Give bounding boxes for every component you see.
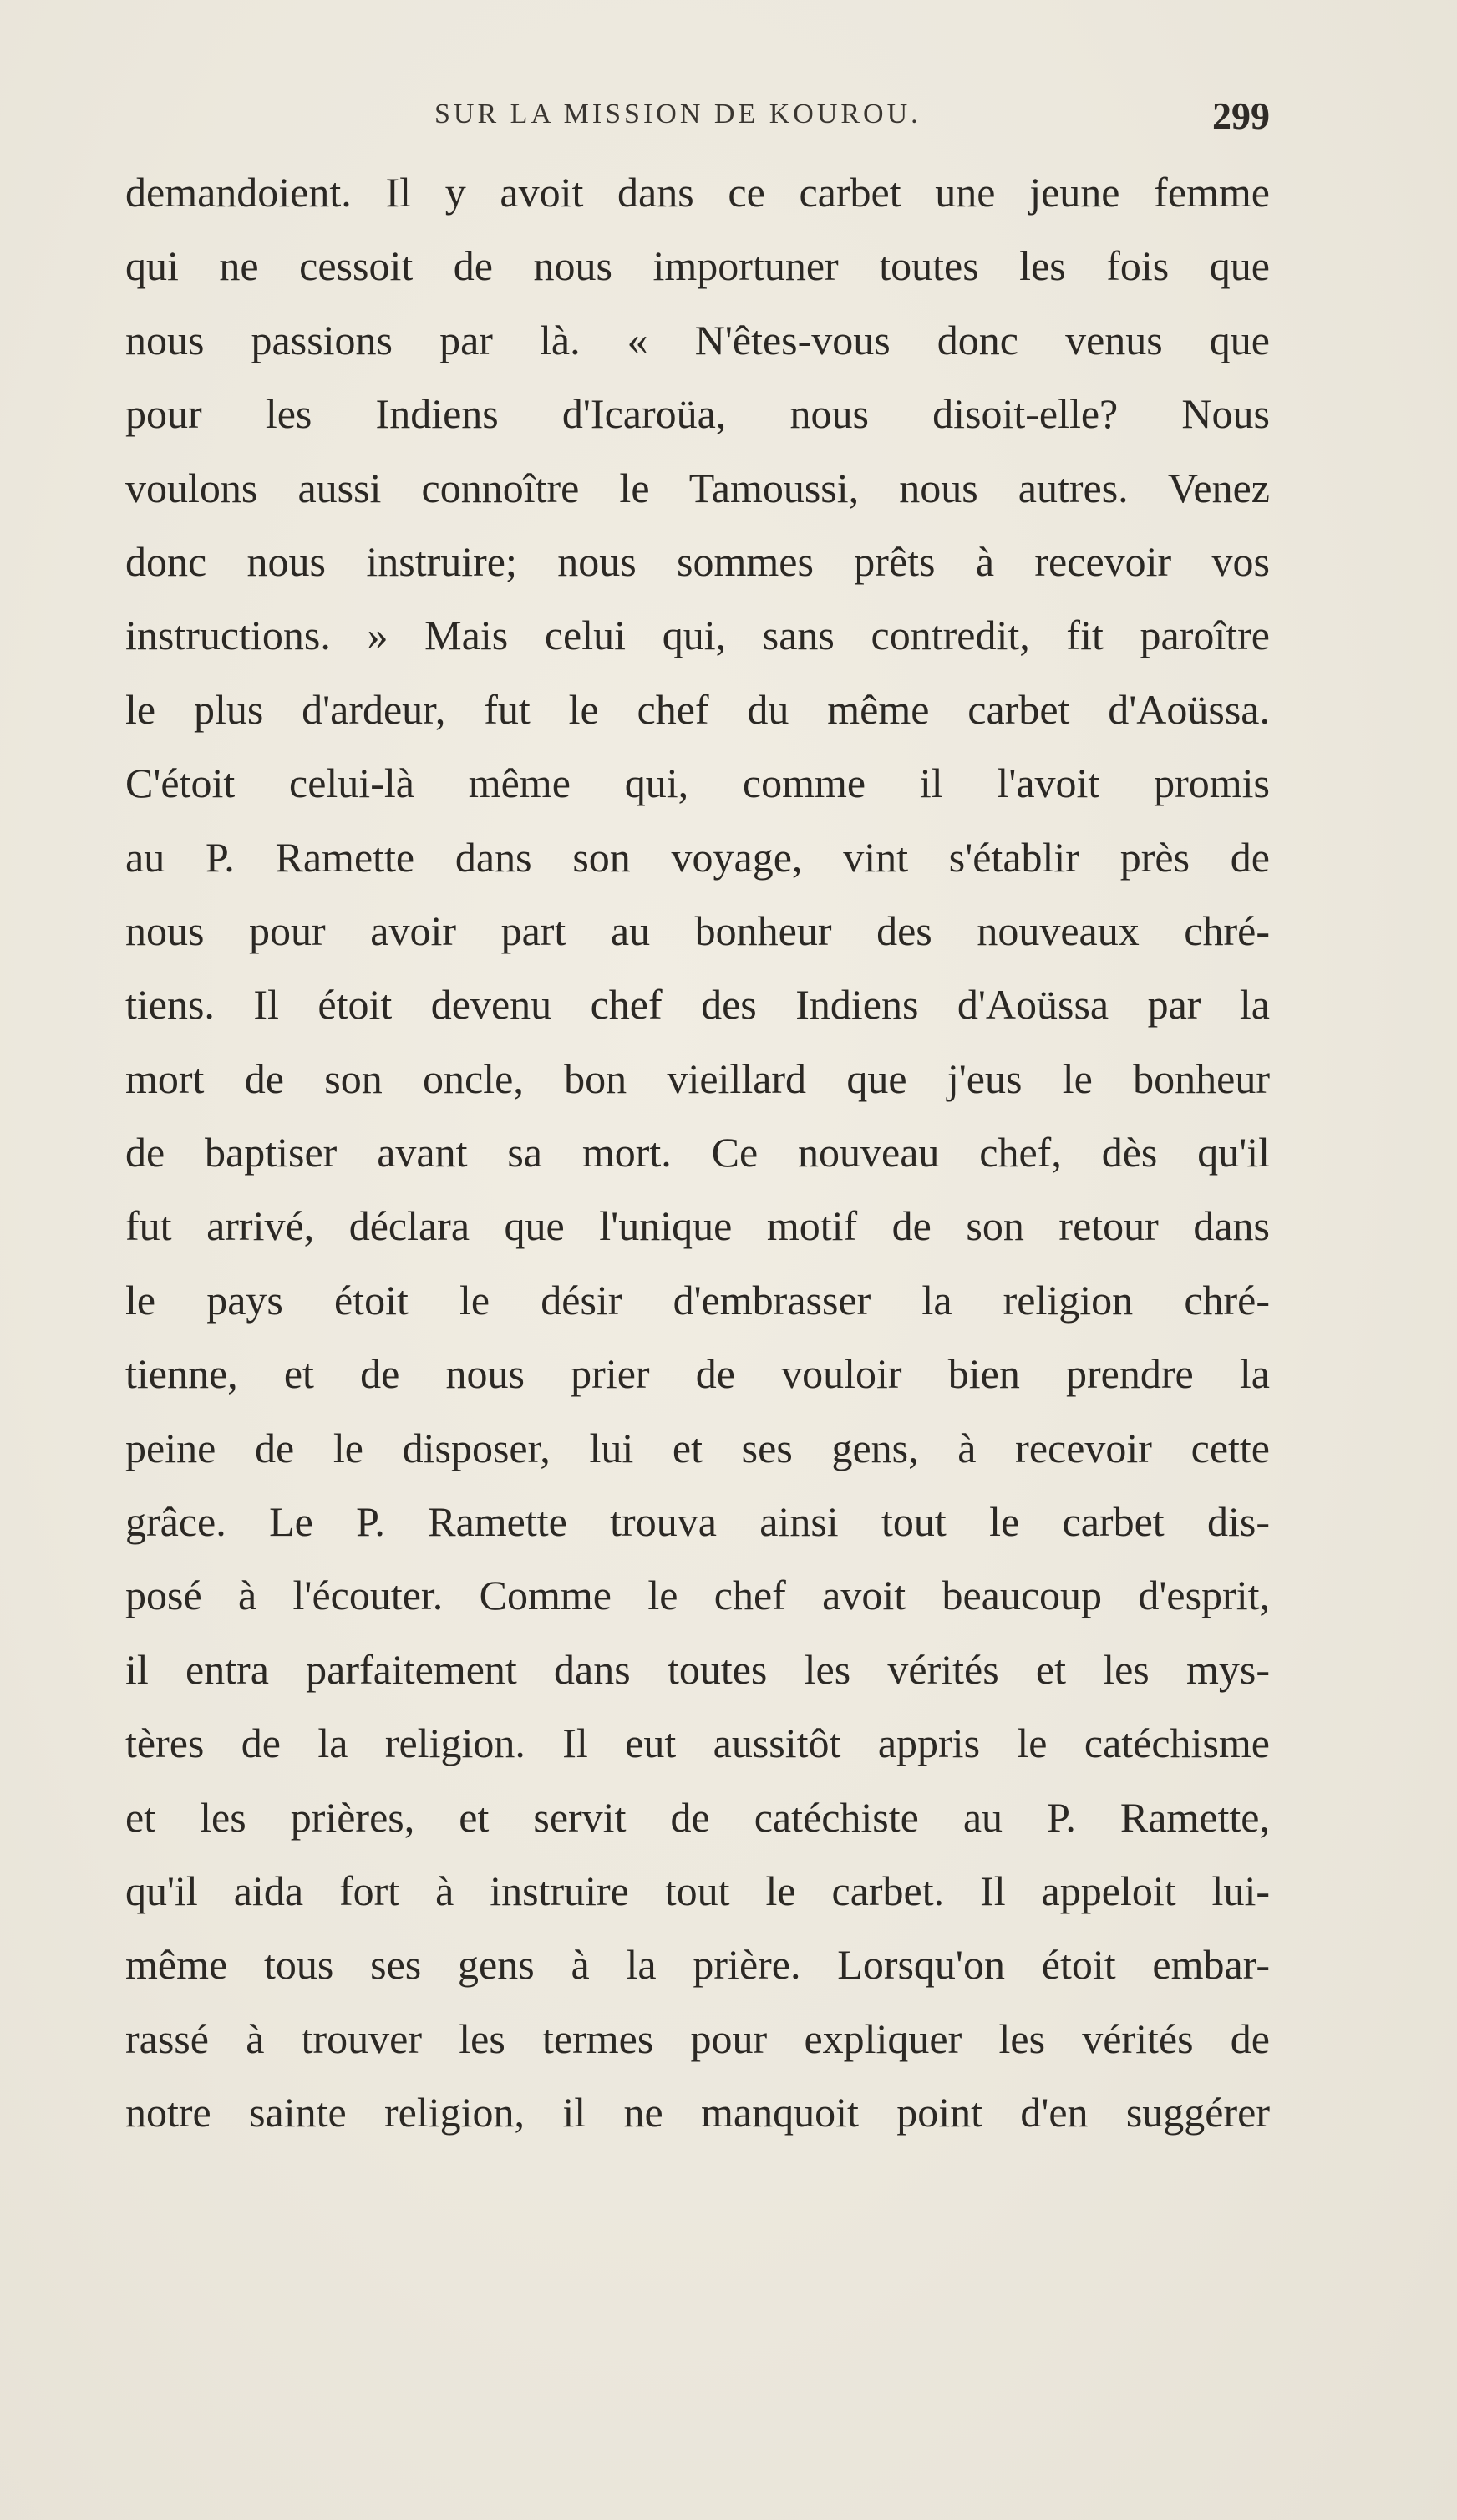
text-line: peine de le disposer, lui et ses gens, à recevoir cette — [125, 1424, 1270, 1471]
text-line: notre sainte religion, il ne manquoit point d'en suggérer — [125, 2089, 1270, 2136]
text-line: tiens. Il étoit devenu chef des Indiens d'Aoüssa par la — [125, 981, 1270, 1029]
text-line: de baptiser avant sa mort. Ce nouveau chef, dès qu'il — [125, 1129, 1270, 1176]
text-line: le pays étoit le désir d'embrasser la religion chré- — [125, 1276, 1270, 1324]
text-line: même tous ses gens à la prière. Lorsqu'on étoit embar- — [125, 1941, 1270, 1989]
text-line: posé à l'écouter. Comme le chef avoit beaucoup d'esprit, — [125, 1572, 1270, 1619]
page-header — [125, 94, 1270, 149]
body-text — [125, 155, 1270, 2150]
running-head: SUR LA MISSION DE KOUROU. — [434, 99, 921, 130]
text-line: au P. Ramette dans son voyage, vint s'établir près de — [125, 833, 1270, 881]
text-line: il entra parfaitement dans toutes les vérités et les mys- — [125, 1645, 1270, 1693]
text-line: donc nous instruire; nous sommes prêts à recevoir vos — [125, 537, 1270, 585]
text-line: qu'il aida fort à instruire tout le carbet. Il appeloit lui- — [125, 1867, 1270, 1914]
text-line: grâce. Le P. Ramette trouva ainsi tout le carbet dis- — [125, 1498, 1270, 1546]
text-line: nous pour avoir part au bonheur des nouveaux chré- — [125, 907, 1270, 954]
text-line: demandoient. Il y avoit dans ce carbet une jeune femme — [125, 169, 1270, 216]
text-line: et les prières, et servit de catéchiste au P. Ramette, — [125, 1793, 1270, 1841]
text-line: fut arrivé, déclara que l'unique motif de son retour dans — [125, 1202, 1270, 1250]
text-line: rassé à trouver les termes pour expliquer les vérités de — [125, 2014, 1270, 2062]
text-line: voulons aussi connoître le Tamoussi, nous autres. Venez — [125, 464, 1270, 511]
text-line: qui ne cessoit de nous importuner toutes les fois que — [125, 242, 1270, 290]
text-line: mort de son oncle, bon vieillard que j'eus le bonheur — [125, 1054, 1270, 1102]
text-line: pour les Indiens d'Icaroüa, nous disoit-elle? Nous — [125, 390, 1270, 438]
text-line: tères de la religion. Il eut aussitôt appris le catéchisme — [125, 1720, 1270, 1767]
text-line: nous passions par là. « N'êtes-vous donc venus que — [125, 316, 1270, 363]
text-line: le plus d'ardeur, fut le chef du même carbet d'Aoüssa. — [125, 685, 1270, 733]
text-line: C'étoit celui-là même qui, comme il l'avoit promis — [125, 760, 1270, 807]
text-line: tienne, et de nous prier de vouloir bien prendre la — [125, 1350, 1270, 1398]
text-line: instructions. » Mais celui qui, sans contredit, fit paroître — [125, 612, 1270, 659]
page-number: 299 — [1212, 94, 1270, 137]
